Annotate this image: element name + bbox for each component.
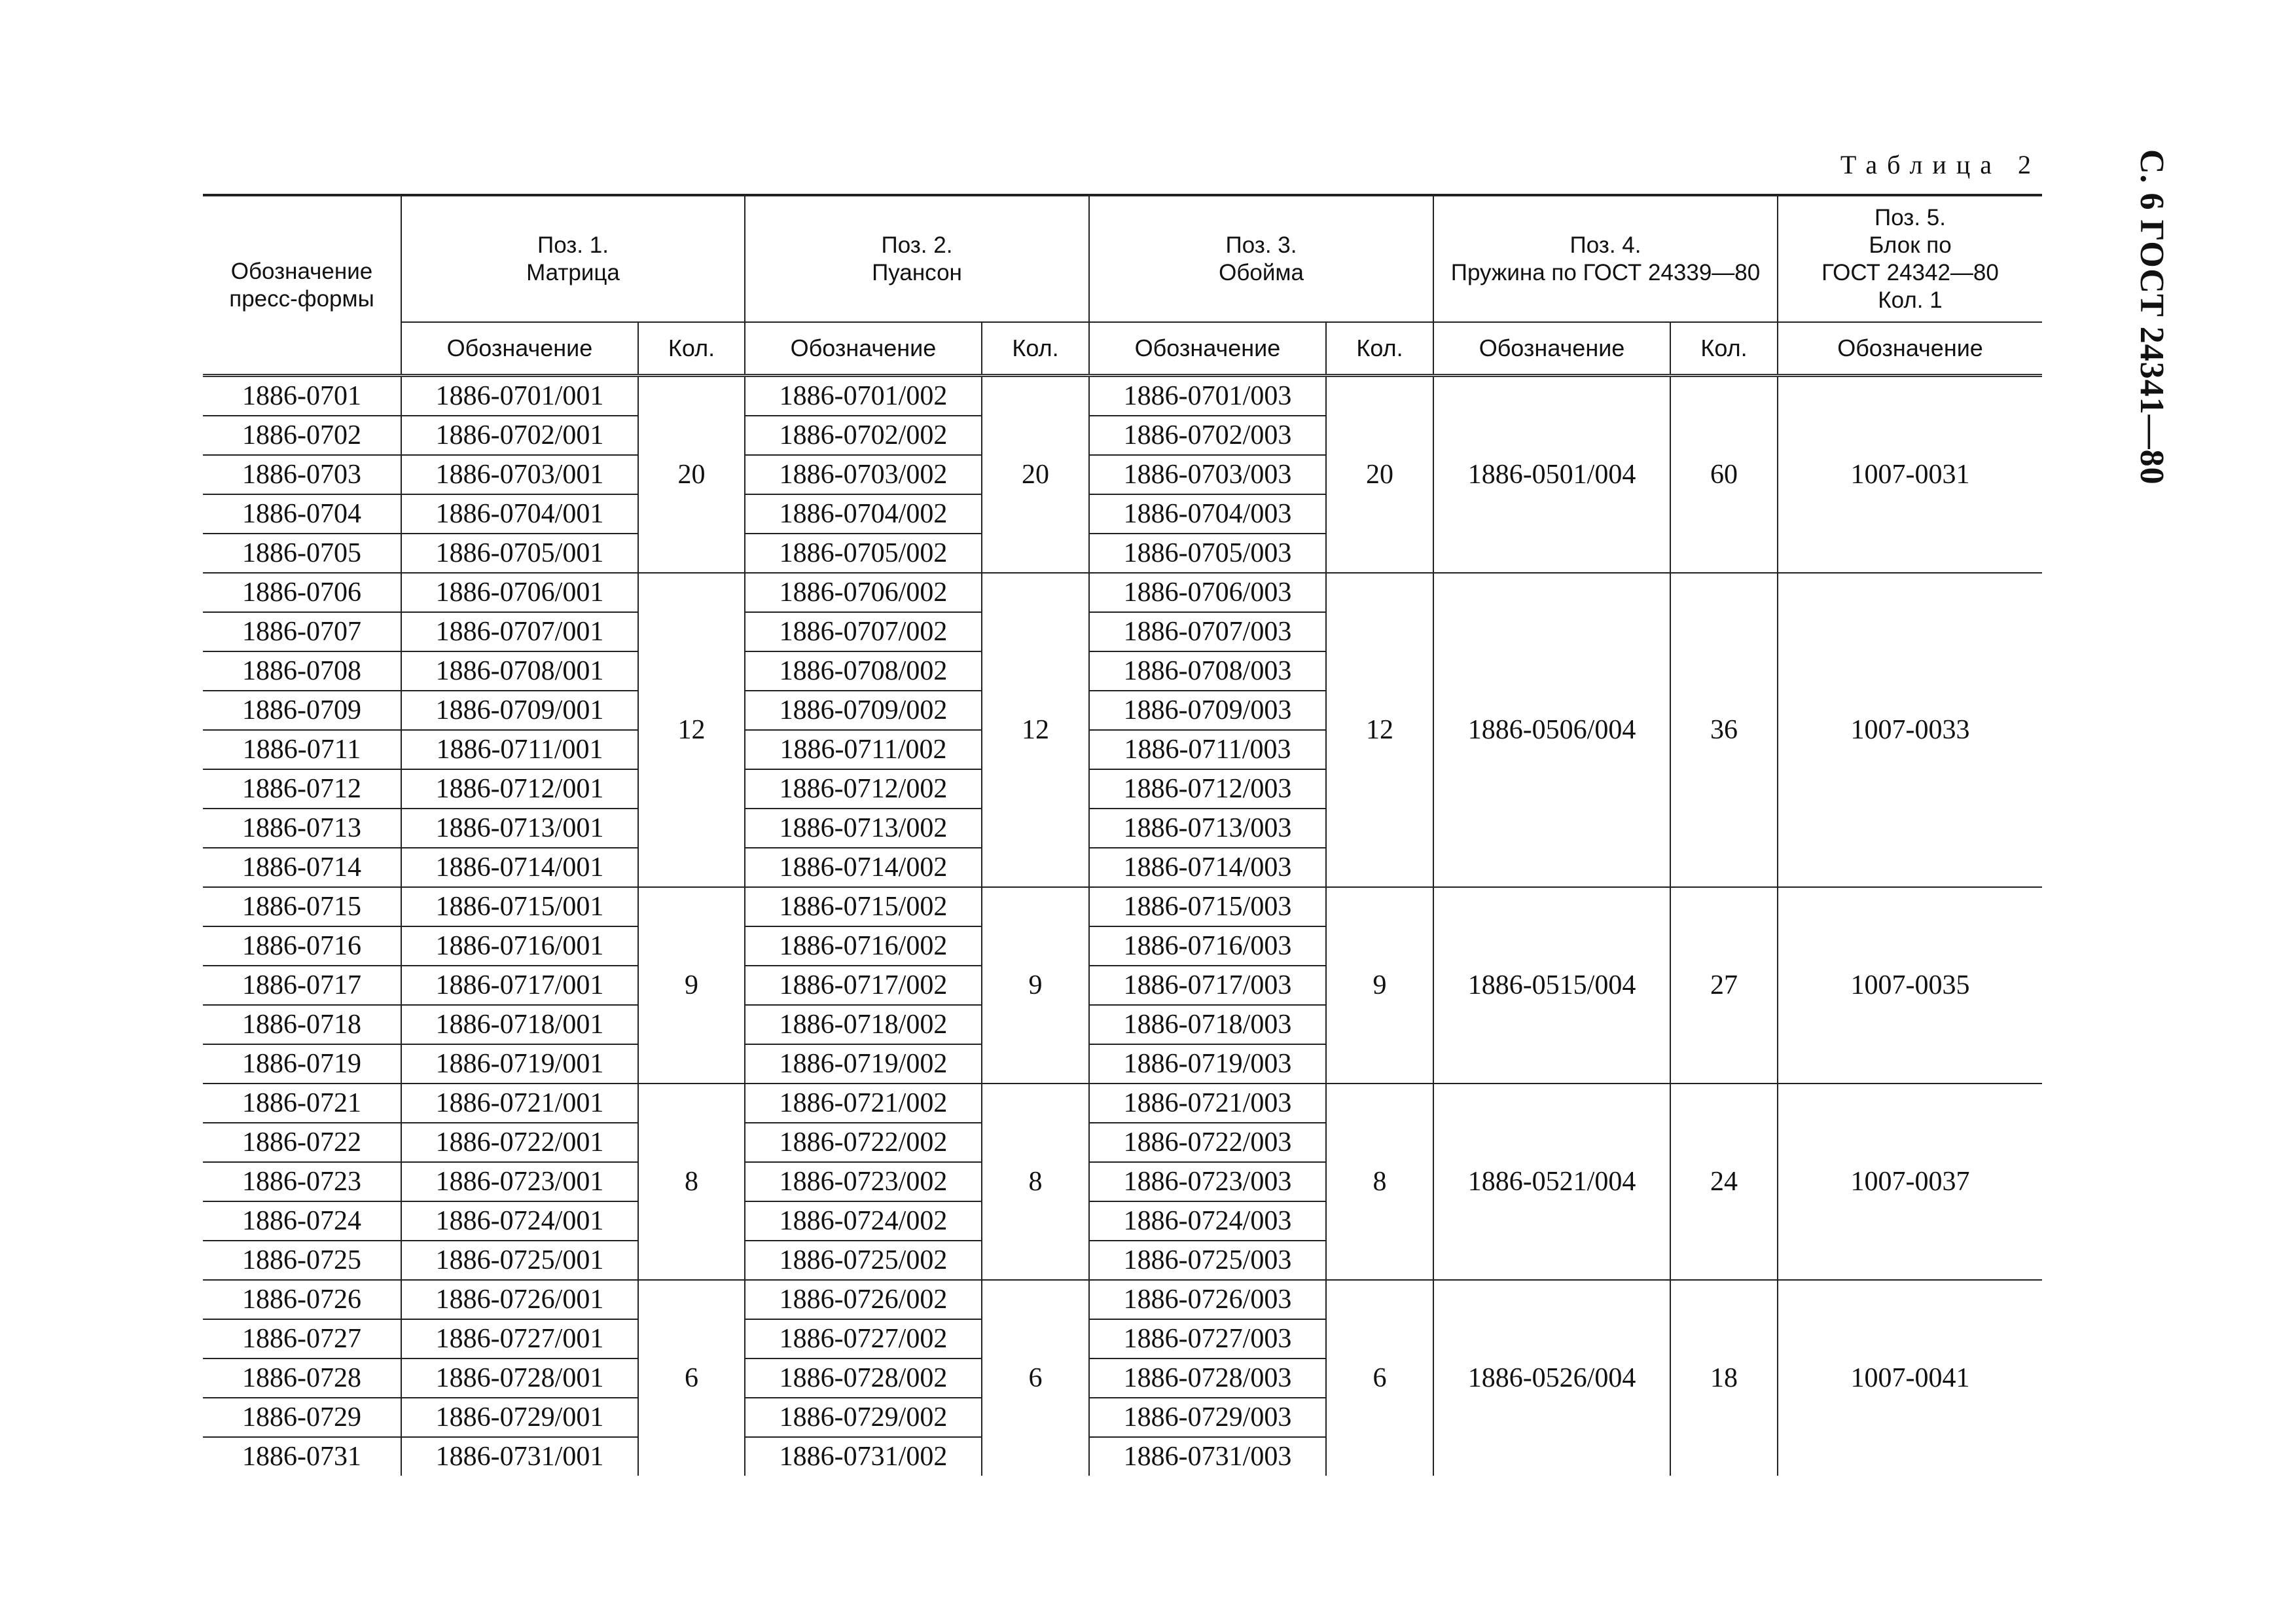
table-row (203, 573, 2042, 612)
holder-designation-cell: 1886-0702/003 (1089, 416, 1326, 455)
table-row (203, 1280, 2042, 1319)
holder-designation-cell: 1886-0719/003 (1089, 1044, 1326, 1084)
header-line: пресс-формы (229, 285, 374, 312)
header-pos5 (1778, 195, 2042, 322)
form-designation-cell: 1886-0713 (203, 809, 401, 848)
punch-designation-cell: 1886-0714/002 (745, 848, 982, 887)
matrix-designation-cell: 1886-0725/001 (401, 1241, 638, 1280)
punch-designation-cell: 1886-0708/002 (745, 651, 982, 691)
matrix-designation-cell: 1886-0729/001 (401, 1398, 638, 1437)
punch-designation-cell: 1886-0722/002 (745, 1123, 982, 1162)
header-line: Кол. 1 (1878, 287, 1943, 313)
spring-qty-cell: 60 (1670, 376, 1778, 574)
form-designation-cell: 1886-0718 (203, 1005, 401, 1044)
header-line: Матрица (526, 259, 620, 285)
form-designation-cell: 1886-0722 (203, 1123, 401, 1162)
subheader-qty: Кол. (1670, 322, 1778, 376)
holder-designation-cell: 1886-0709/003 (1089, 691, 1326, 730)
subheader-designation: Обозначение (1089, 322, 1326, 376)
block-designation-cell: 1007-0041 (1778, 1280, 2042, 1476)
holder-qty-cell: 6 (1326, 1280, 1433, 1476)
subheader-qty: Кол. (982, 322, 1089, 376)
header-pos2 (745, 195, 1089, 322)
matrix-designation-cell: 1886-0724/001 (401, 1201, 638, 1241)
holder-designation-cell: 1886-0715/003 (1089, 887, 1326, 926)
header-line: Обойма (1219, 259, 1304, 285)
form-designation-cell: 1886-0731 (242, 1442, 361, 1472)
matrix-designation-cell: 1886-0707/001 (401, 612, 638, 651)
block-designation-cell: 1007-0031 (1778, 376, 2042, 574)
holder-designation-cell: 1886-0725/003 (1089, 1241, 1326, 1280)
matrix-designation-cell: 1886-0721/001 (401, 1084, 638, 1123)
table-row (203, 887, 2042, 926)
parts-table (203, 194, 2042, 1476)
form-designation-cell: 1886-0717 (203, 966, 401, 1005)
spring-qty-cell: 36 (1670, 573, 1778, 887)
punch-designation-cell: 1886-0713/002 (745, 809, 982, 848)
header-pos4 (1433, 195, 1778, 322)
header-pos1 (401, 195, 745, 322)
table-caption: Таблица 2 (1840, 150, 2041, 179)
form-designation-cell: 1886-0723 (203, 1162, 401, 1201)
holder-designation-cell: 1886-0728/003 (1089, 1359, 1326, 1398)
form-designation-cell: 1886-0701 (203, 376, 401, 416)
holder-qty-cell: 9 (1326, 887, 1433, 1084)
form-designation-cell: 1886-0714 (242, 852, 361, 883)
punch-designation-cell: 1886-0712/002 (745, 769, 982, 809)
form-designation-cell: 1886-0705 (242, 538, 361, 568)
holder-designation-cell: 1886-0723/003 (1089, 1162, 1326, 1201)
matrix-designation-cell: 1886-0705/001 (401, 534, 638, 573)
punch-qty-cell: 9 (982, 887, 1089, 1084)
holder-designation-cell: 1886-0722/003 (1089, 1123, 1326, 1162)
punch-qty-cell: 6 (982, 1280, 1089, 1476)
holder-designation-cell: 1886-0717/003 (1089, 966, 1326, 1005)
header-line: Поз. 2. (881, 232, 953, 258)
punch-designation-cell: 1886-0729/002 (745, 1398, 982, 1437)
holder-designation-cell: 1886-0716/003 (1089, 926, 1326, 966)
punch-qty-cell: 20 (982, 376, 1089, 574)
spring-designation-cell: 1886-0526/004 (1433, 1280, 1670, 1476)
punch-designation-cell: 1886-0719/002 (745, 1044, 982, 1084)
spring-designation-cell: 1886-0515/004 (1433, 887, 1670, 1084)
matrix-designation-cell: 1886-0723/001 (401, 1162, 638, 1201)
holder-qty-cell: 20 (1326, 376, 1433, 574)
matrix-qty-cell: 9 (638, 887, 745, 1084)
punch-qty-cell: 12 (982, 573, 1089, 887)
punch-designation-cell: 1886-0724/002 (745, 1201, 982, 1241)
form-designation-cell: 1886-0709 (203, 691, 401, 730)
holder-designation-cell: 1886-0701/003 (1089, 376, 1326, 416)
form-designation-cell: 1886-0719 (242, 1049, 361, 1079)
matrix-designation-cell: 1886-0701/001 (401, 376, 638, 416)
form-designation-cell: 1886-0716 (203, 926, 401, 966)
holder-qty-cell: 8 (1326, 1084, 1433, 1280)
standard-number: С. 6 ГОСТ 24341—80 (2133, 149, 2170, 485)
holder-designation-cell: 1886-0713/003 (1089, 809, 1326, 848)
spring-qty-cell: 27 (1670, 887, 1778, 1084)
holder-designation-cell: 1886-0718/003 (1089, 1005, 1326, 1044)
punch-designation-cell: 1886-0701/002 (745, 376, 982, 416)
table-body (203, 376, 2042, 1476)
punch-designation-cell: 1886-0702/002 (745, 416, 982, 455)
header-line: Пружина по ГОСТ 24339—80 (1450, 259, 1761, 285)
spring-designation-cell: 1886-0501/004 (1433, 376, 1670, 574)
punch-designation-cell: 1886-0703/002 (745, 455, 982, 494)
spring-designation-cell: 1886-0521/004 (1433, 1084, 1670, 1280)
header-line: Блок по (1869, 232, 1952, 258)
matrix-designation-cell: 1886-0708/001 (401, 651, 638, 691)
header-line: Поз. 4. (1570, 232, 1641, 258)
header-line: Обозначение (230, 258, 373, 284)
page-header-vertical (2109, 149, 2187, 485)
holder-designation-cell: 1886-0703/003 (1089, 455, 1326, 494)
punch-designation-cell: 1886-0728/002 (745, 1359, 982, 1398)
spring-qty-cell: 24 (1670, 1084, 1778, 1280)
punch-designation-cell: 1886-0717/002 (745, 966, 982, 1005)
block-designation-cell: 1007-0033 (1778, 573, 2042, 887)
holder-designation-cell: 1886-0731/003 (1089, 1437, 1326, 1476)
matrix-designation-cell: 1886-0702/001 (401, 416, 638, 455)
subheader-designation: Обозначение (1433, 322, 1670, 376)
form-designation-cell: 1886-0728 (203, 1359, 401, 1398)
holder-designation-cell: 1886-0707/003 (1089, 612, 1326, 651)
matrix-designation-cell: 1886-0706/001 (401, 573, 638, 612)
form-designation-cell: 1886-0729 (203, 1398, 401, 1437)
punch-designation-cell: 1886-0721/002 (745, 1084, 982, 1123)
matrix-designation-cell: 1886-0712/001 (401, 769, 638, 809)
form-designation-cell: 1886-0725 (242, 1245, 361, 1275)
matrix-designation-cell: 1886-0726/001 (401, 1280, 638, 1319)
block-designation-cell: 1007-0037 (1778, 1084, 2042, 1280)
punch-designation-cell: 1886-0731/002 (745, 1437, 982, 1476)
matrix-designation-cell: 1886-0717/001 (401, 966, 638, 1005)
punch-designation-cell: 1886-0704/002 (745, 494, 982, 534)
header-form-designation (203, 195, 401, 376)
form-designation-cell: 1886-0711 (203, 730, 401, 769)
holder-designation-cell: 1886-0711/003 (1089, 730, 1326, 769)
holder-designation-cell: 1886-0705/003 (1089, 534, 1326, 573)
spring-designation-cell: 1886-0506/004 (1433, 573, 1670, 887)
matrix-designation-cell: 1886-0703/001 (401, 455, 638, 494)
matrix-designation-cell: 1886-0711/001 (401, 730, 638, 769)
header-line: Пуансон (872, 259, 962, 285)
form-designation-cell: 1886-0708 (203, 651, 401, 691)
matrix-designation-cell: 1886-0718/001 (401, 1005, 638, 1044)
subheader-qty: Кол. (638, 322, 745, 376)
punch-designation-cell: 1886-0715/002 (745, 887, 982, 926)
form-designation-cell: 1886-0706 (203, 573, 401, 612)
punch-designation-cell: 1886-0723/002 (745, 1162, 982, 1201)
matrix-qty-cell: 20 (638, 376, 745, 574)
holder-designation-cell: 1886-0706/003 (1089, 573, 1326, 612)
subheader-qty: Кол. (1326, 322, 1433, 376)
punch-designation-cell: 1886-0705/002 (745, 534, 982, 573)
matrix-qty-cell: 6 (638, 1280, 745, 1476)
form-designation-cell: 1886-0703 (203, 455, 401, 494)
form-designation-cell: 1886-0704 (203, 494, 401, 534)
holder-designation-cell: 1886-0708/003 (1089, 651, 1326, 691)
punch-designation-cell: 1886-0726/002 (745, 1280, 982, 1319)
holder-designation-cell: 1886-0727/003 (1089, 1319, 1326, 1359)
matrix-designation-cell: 1886-0719/001 (401, 1044, 638, 1084)
form-designation-cell: 1886-0724 (203, 1201, 401, 1241)
holder-designation-cell: 1886-0724/003 (1089, 1201, 1326, 1241)
subheader-designation: Обозначение (1778, 322, 2042, 376)
matrix-designation-cell: 1886-0716/001 (401, 926, 638, 966)
matrix-designation-cell: 1886-0714/001 (401, 848, 638, 887)
matrix-qty-cell: 12 (638, 573, 745, 887)
form-designation-cell: 1886-0727 (203, 1319, 401, 1359)
header-line: Поз. 5. (1874, 204, 1946, 230)
punch-designation-cell: 1886-0718/002 (745, 1005, 982, 1044)
header-line: Поз. 1. (537, 232, 609, 258)
holder-designation-cell: 1886-0704/003 (1089, 494, 1326, 534)
punch-qty-cell: 8 (982, 1084, 1089, 1280)
subheader-designation: Обозначение (745, 322, 982, 376)
holder-designation-cell: 1886-0721/003 (1089, 1084, 1326, 1123)
form-designation-cell: 1886-0712 (203, 769, 401, 809)
header-line: ГОСТ 24342—80 (1821, 259, 1999, 285)
matrix-designation-cell: 1886-0728/001 (401, 1359, 638, 1398)
holder-designation-cell: 1886-0714/003 (1089, 848, 1326, 887)
header-pos3 (1089, 195, 1433, 322)
matrix-designation-cell: 1886-0722/001 (401, 1123, 638, 1162)
holder-designation-cell: 1886-0729/003 (1089, 1398, 1326, 1437)
spring-qty-cell: 18 (1670, 1280, 1778, 1476)
matrix-designation-cell: 1886-0713/001 (401, 809, 638, 848)
matrix-qty-cell: 8 (638, 1084, 745, 1280)
table-row (203, 376, 2042, 416)
form-designation-cell: 1886-0707 (203, 612, 401, 651)
holder-qty-cell: 12 (1326, 573, 1433, 887)
matrix-designation-cell: 1886-0704/001 (401, 494, 638, 534)
header-line: Поз. 3. (1225, 232, 1297, 258)
punch-designation-cell: 1886-0716/002 (745, 926, 982, 966)
form-designation-cell: 1886-0702 (203, 416, 401, 455)
punch-designation-cell: 1886-0725/002 (745, 1241, 982, 1280)
form-designation-cell: 1886-0726 (203, 1280, 401, 1319)
form-designation-cell: 1886-0715 (203, 887, 401, 926)
matrix-designation-cell: 1886-0727/001 (401, 1319, 638, 1359)
punch-designation-cell: 1886-0707/002 (745, 612, 982, 651)
punch-designation-cell: 1886-0711/002 (745, 730, 982, 769)
form-designation-cell: 1886-0721 (203, 1084, 401, 1123)
matrix-designation-cell: 1886-0709/001 (401, 691, 638, 730)
matrix-designation-cell: 1886-0715/001 (401, 887, 638, 926)
punch-designation-cell: 1886-0709/002 (745, 691, 982, 730)
table-row (203, 1084, 2042, 1123)
punch-designation-cell: 1886-0727/002 (745, 1319, 982, 1359)
holder-designation-cell: 1886-0726/003 (1089, 1280, 1326, 1319)
subheader-designation: Обозначение (401, 322, 638, 376)
matrix-designation-cell: 1886-0731/001 (401, 1437, 638, 1476)
punch-designation-cell: 1886-0706/002 (745, 573, 982, 612)
block-designation-cell: 1007-0035 (1778, 887, 2042, 1084)
holder-designation-cell: 1886-0712/003 (1089, 769, 1326, 809)
